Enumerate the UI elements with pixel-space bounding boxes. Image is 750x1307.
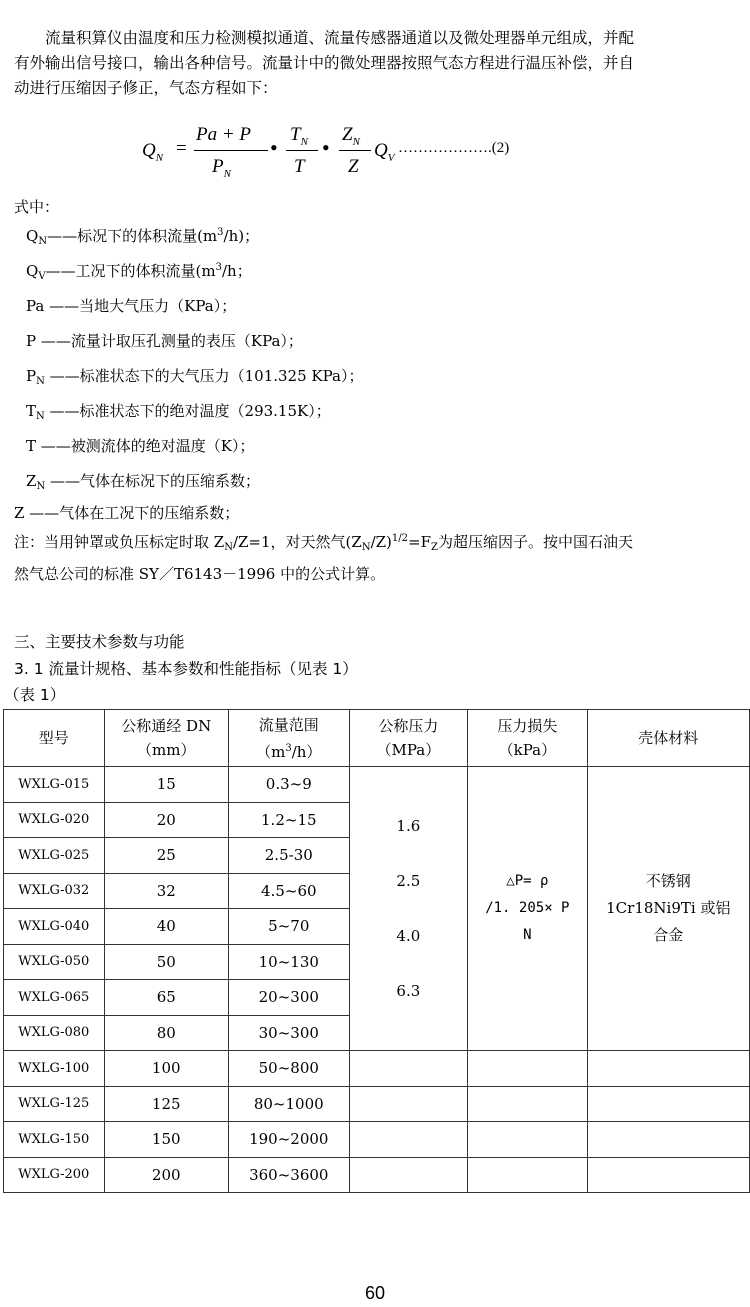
header-pressure: 公称压力 （MPa）: [349, 710, 468, 767]
range-cell: 2.5-30: [228, 838, 349, 874]
empty-cell: [349, 1051, 468, 1087]
range-cell: 1.2~15: [228, 802, 349, 838]
definition-item: T ——被测流体的绝对温度（K）；: [26, 437, 255, 455]
model-cell: WXLG-032: [4, 873, 105, 909]
range-cell: 10~130: [228, 944, 349, 980]
dn-cell: 100: [104, 1051, 228, 1087]
formula-f2-denominator: T: [294, 156, 305, 177]
multiply-dot-1: •: [270, 135, 278, 160]
range-cell: 190~2000: [228, 1122, 349, 1158]
definition-item: $Z_N$ ——气体在标况下的压缩系数；: [26, 472, 260, 492]
equation-number: ……………….(2): [398, 140, 510, 156]
formula-lhs: $Q_N$: [142, 140, 164, 164]
range-cell: 50~800: [228, 1051, 349, 1087]
formula-tail: $Q_V$: [374, 140, 395, 164]
empty-cell: [587, 1086, 749, 1122]
model-cell: WXLG-150: [4, 1122, 105, 1158]
spec-table: [3, 709, 750, 1193]
material-cell: 不锈钢 1Cr18Ni9Ti 或铝 合金: [587, 767, 749, 1051]
fraction-bar-3: [339, 150, 371, 151]
empty-cell: [587, 1051, 749, 1087]
empty-cell: [587, 1122, 749, 1158]
dn-cell: 32: [104, 873, 228, 909]
multiply-dot-2: •: [322, 135, 330, 160]
header-model: 型号: [4, 710, 105, 767]
table-row: [4, 767, 750, 803]
note-line-2: 然气总公司的标准 SY／T6143－1996 中的公式计算。: [14, 565, 386, 583]
table-row: [4, 1122, 750, 1158]
table-row: [4, 1086, 750, 1122]
pressure-cell: [349, 767, 468, 1051]
header-range: 流量范围 $(m^3/h)$: [228, 710, 349, 767]
fraction-bar-1: [194, 150, 268, 151]
header-dn: 公称通经 DN （mm）: [104, 710, 228, 767]
model-cell: WXLG-015: [4, 767, 105, 803]
definition-item: $Q_N——$标况下的体积流量$(m^3/h)$；: [26, 227, 260, 247]
formula-f3-numerator: $Z_N$: [342, 124, 360, 148]
empty-cell: [468, 1157, 587, 1193]
empty-cell: [349, 1157, 468, 1193]
model-cell: WXLG-200: [4, 1157, 105, 1193]
page-number: 60: [364, 1283, 386, 1303]
formula-f1-numerator: Pa + P: [196, 124, 252, 145]
definition-item: $Q_V——$工况下的体积流量($m^3/h$；: [26, 262, 252, 282]
table-caption: （表 1）: [4, 686, 66, 704]
range-cell: 20~300: [228, 980, 349, 1016]
header-loss: 压力损失 （kPa）: [468, 710, 587, 767]
empty-cell: [349, 1122, 468, 1158]
model-cell: WXLG-040: [4, 909, 105, 945]
definition-item: P ——流量计取压孔测量的表压（KPa）；: [26, 332, 303, 350]
dn-cell: 15: [104, 767, 228, 803]
dn-cell: 150: [104, 1122, 228, 1158]
note-line-1: 注：当用钟罩或负压标定时取 $Z_N/Z=1$，对天然气$(Z_N/Z)^{1/2}=F_Z$为超压缩因子。按中国石油天: [14, 533, 633, 553]
intro-line-3: 动进行压缩因子修正，气态方程如下：: [14, 79, 278, 97]
dn-cell: 200: [104, 1157, 228, 1193]
model-cell: WXLG-020: [4, 802, 105, 838]
dn-cell: 20: [104, 802, 228, 838]
fraction-bar-2: [286, 150, 318, 151]
model-cell: WXLG-125: [4, 1086, 105, 1122]
header-material: 壳体材料: [587, 710, 749, 767]
formula-f2-numerator: $T_N$: [290, 124, 308, 148]
where-label: 式中：: [14, 198, 60, 216]
range-cell: 80~1000: [228, 1086, 349, 1122]
model-cell: WXLG-050: [4, 944, 105, 980]
definition-item: Pa ——当地大气压力（KPa）；: [26, 297, 237, 315]
empty-cell: [468, 1051, 587, 1087]
range-cell: 5~70: [228, 909, 349, 945]
definitions-list: [14, 194, 744, 587]
table-row: [4, 1051, 750, 1087]
dn-cell: 125: [104, 1086, 228, 1122]
empty-cell: [468, 1086, 587, 1122]
dn-cell: 80: [104, 1015, 228, 1051]
table-row: [4, 1157, 750, 1193]
model-cell: WXLG-065: [4, 980, 105, 1016]
pressure-value: 4.0: [396, 926, 421, 945]
dn-cell: 50: [104, 944, 228, 980]
model-cell: WXLG-100: [4, 1051, 105, 1087]
model-cell: WXLG-025: [4, 838, 105, 874]
pressure-value: 2.5: [396, 871, 421, 890]
empty-cell: [349, 1086, 468, 1122]
range-cell: 0.3~9: [228, 767, 349, 803]
empty-cell: [587, 1157, 749, 1193]
dn-cell: 65: [104, 980, 228, 1016]
section-title: 三、主要技术参数与功能: [14, 633, 185, 651]
formula-f3-denominator: Z: [348, 156, 359, 177]
empty-cell: [468, 1122, 587, 1158]
range-cell: 4.5~60: [228, 873, 349, 909]
definition-item: $T_N$ ——标准状态下的绝对温度（293.15K）；: [26, 402, 331, 422]
model-cell: WXLG-080: [4, 1015, 105, 1051]
dn-cell: 25: [104, 838, 228, 874]
dn-cell: 40: [104, 909, 228, 945]
pressure-loss-cell: △P= ρ /1. 205× P N: [468, 767, 587, 1051]
definition-item: $P_N$ ——标准状态下的大气压力（101.325 KPa）；: [26, 367, 364, 387]
subsection-title: 3. 1 流量计规格、基本参数和性能指标（见表 1）: [14, 660, 358, 678]
pressure-value: 1.6: [396, 816, 421, 835]
z-definition: Z ——气体在工况下的压缩系数；: [14, 504, 240, 522]
intro-line-2: 有外输出信号接口，输出各种信号。流量计中的微处理器按照气态方程进行温压补偿，并自: [14, 54, 635, 72]
intro-line-1: 流量积算仪由温度和压力检测模拟通道、流量传感器通道以及微处理器单元组成，并配: [45, 29, 635, 47]
intro-paragraph: [14, 26, 740, 101]
formula-equals: =: [176, 138, 187, 159]
range-cell: 30~300: [228, 1015, 349, 1051]
range-cell: 360~3600: [228, 1157, 349, 1193]
formula-f1-denominator: $P_N$: [212, 156, 231, 180]
pressure-value: 6.3: [396, 981, 421, 1000]
